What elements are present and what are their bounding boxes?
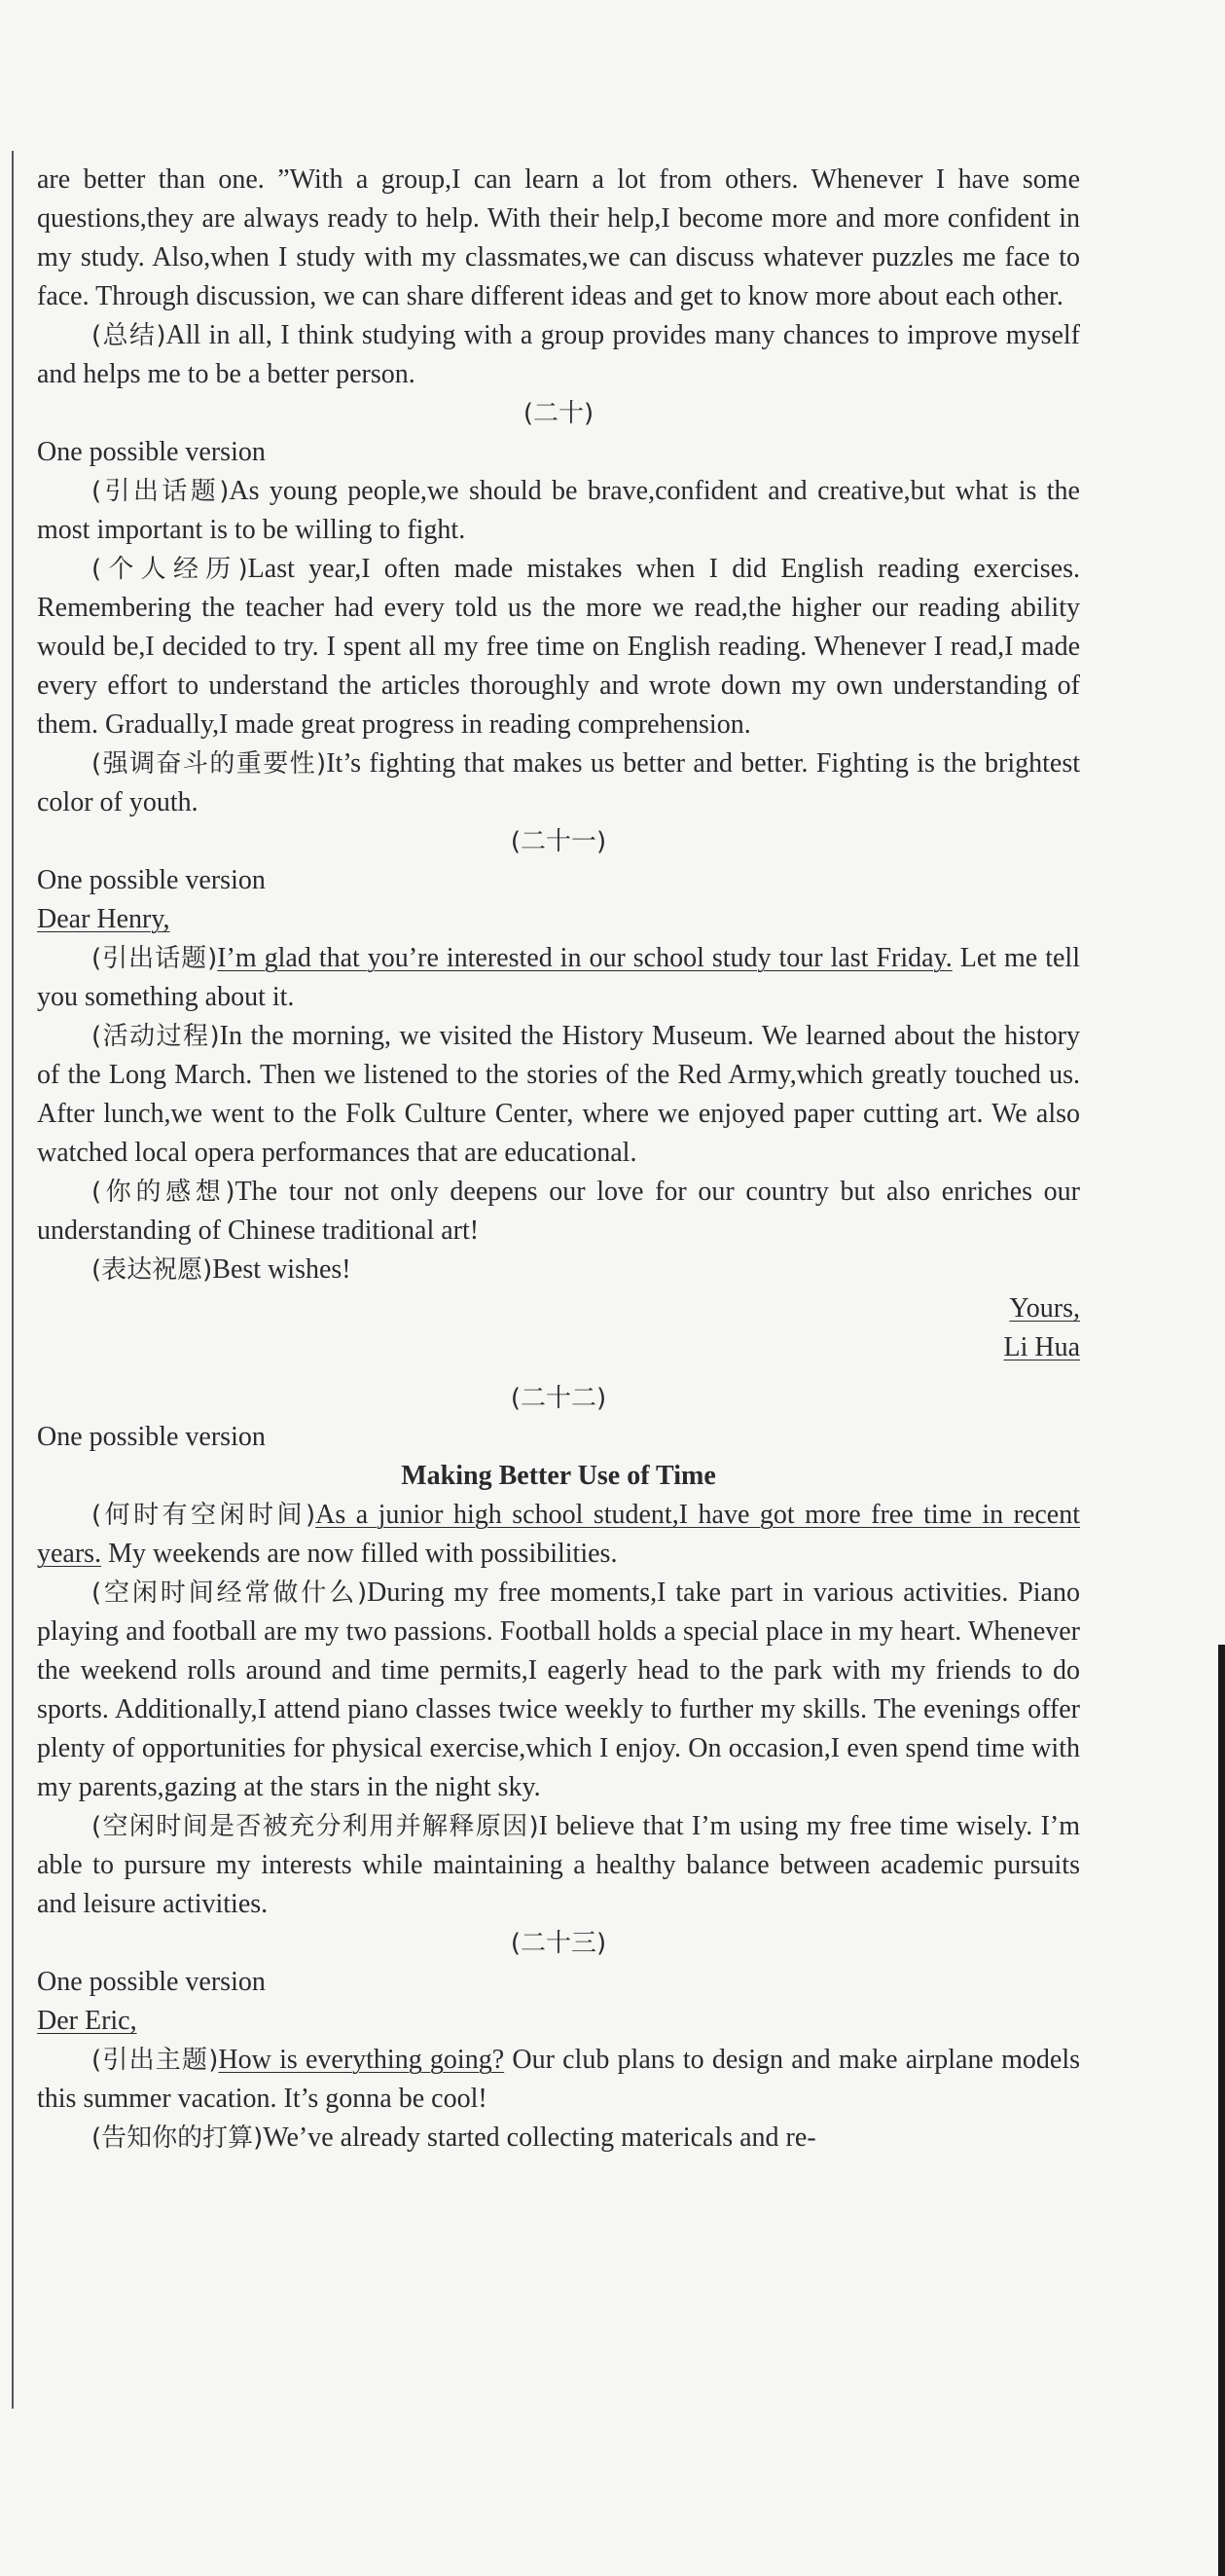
sec23-greeting: Der Eric, [37,2006,137,2036]
left-margin-rule [12,151,14,2409]
sec21-heading: (二十一) [510,827,607,856]
sec22-version: One possible version [37,1422,266,1452]
sec23-paragraph-2: (告知你的打算)We’ve already started collecting matericals and re- [91,2122,816,2153]
sec19-paragraph-1: are better than one. ”With a group,I can learn a lot from others. Whenever I have some questions,they are always ready to help. With their help,I become more and more confident in my study. Also,when I study with my classmates,we can discuss whatever puzzles me face to face. Through discussion, we can share different ideas and get to know more about each other. [37,164,1080,311]
sec21-paragraph-4: (表达祝愿)Best wishes! [91,1254,351,1285]
sec20-version: One possible version [37,437,266,467]
document-body [37,161,1080,2158]
sec23-paragraph-1: (引出主题)How is everything going? Our club plans to design and make airplane models this summer vacation. It’s gonna be cool! [37,2045,1080,2114]
sec22-paragraph-1: (何时有空闲时间)As a junior high school student,I have got more free time in recent years. My weekends are now filled with possibilities. [37,1500,1080,1569]
sec21-paragraph-2: (活动过程)In the morning, we visited the History Museum. We learned about the history of the Long March. Then we listened to the stories of the Red Army,which greatly touched us. After lunch,we went to the Folk Culture Center, where we enjoyed paper cutting art. We also watched local opera performances that are educational. [37,1021,1080,1168]
sec22-paragraph-2: (空闲时间经常做什么)During my free moments,I take part in various activities. Piano playing and football are my two passions. Football holds a special place in my heart. Whenever the weekend rolls around and time permits,I eagerly head to the park with my friends to do sports. Additionally,I attend piano classes twice weekly to further my skills. The evenings offer plenty of opportunities for physical exercise,which I enjoy. On occasion,I even spend time with my parents,gazing at the stars in the night sky. [37,1578,1080,1802]
sec20-paragraph-1: (引出话题)As young people,we should be brave,confident and creative,but what is the most important is to be willing to fight. [37,476,1080,545]
sec22-heading: (二十二) [510,1384,607,1413]
sec23-version: One possible version [37,1967,266,1997]
sec23-heading: (二十三) [510,1929,607,1958]
sec21-closing: Yours, [1009,1293,1080,1324]
tag-summary: (总结) [91,321,166,350]
sec22-essay-title: Making Better Use of Time [401,1461,716,1491]
sec19-paragraph-2: (总结)All in all, I think studying with a group provides many chances to improve myself and helps me to be a better person. [37,320,1080,389]
sec20-paragraph-2: (个人经历)Last year,I often made mistakes when I did English reading exercises. Remembering the teacher had every told us the more we read,the higher our reading ability would be,I decided to try. I spent all my free time on English reading. Whenever I read,I made every effort to understand the articles thoroughly and wrote down my own understanding of them. Gradually,I made great progress in reading comprehension. [37,554,1080,740]
sec20-paragraph-3: (强调奋斗的重要性)It’s fighting that makes us better and better. Fighting is the brightest color of youth. [37,748,1080,817]
sec21-paragraph-3: (你的感想)The tour not only deepens our love for our country but also enriches our understanding of Chinese traditional art! [37,1177,1080,1246]
page-edge-shadow [1218,1645,1225,2576]
sec21-version: One possible version [37,865,266,895]
sec21-greeting: Dear Henry, [37,904,170,934]
sec21-paragraph-1: (引出话题)I’m glad that you’re interested in our school study tour last Friday. Let me tell you something about it. [37,943,1080,1012]
sec22-paragraph-3: (空闲时间是否被充分利用并解释原因)I believe that I’m using my free time wisely. I’m able to pursure my interests while maintaining a healthy balance between academic pursuits and leisure activities. [37,1811,1080,1919]
sec21-signature: Li Hua [1003,1332,1080,1362]
sec20-heading: (二十) [522,399,594,428]
